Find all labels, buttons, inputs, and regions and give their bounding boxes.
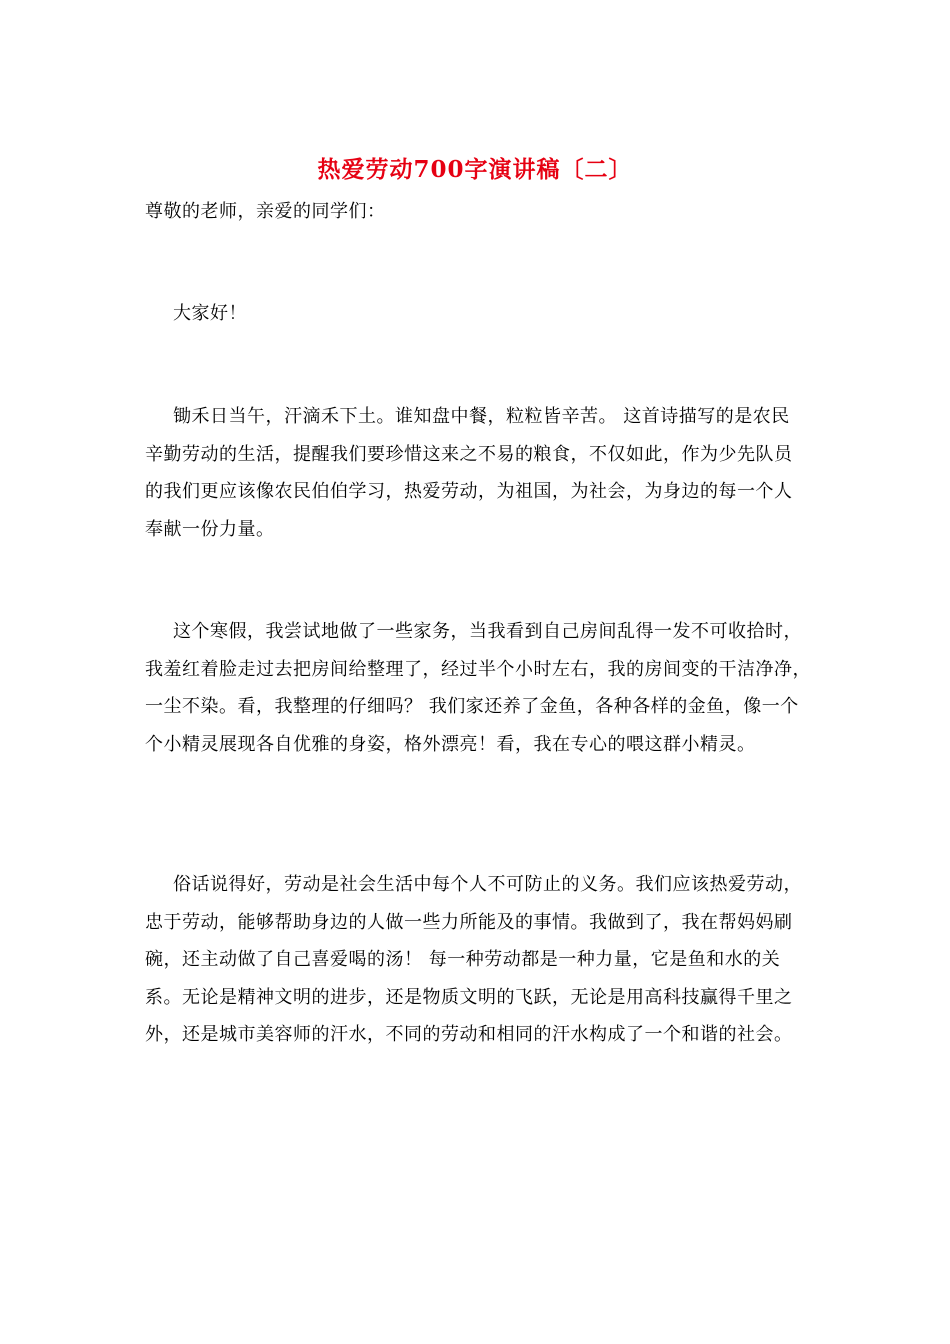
paragraph-hello: 大家好！ [173,303,247,324]
greeting-line: 尊敬的老师，亲爱的同学们： [145,201,386,222]
paragraph-winter-break: 这个寒假，我尝试地做了一些家务，当我看到自己房间乱得一发不可收拾时，我羞红着脸走过去把房间给整理了，经过半个小时左右，我的房间变的干洁净净，一尘不染。看，我整理的仔细吗？ 我们家还养了金鱼，各种各样的金鱼，像一个个小精灵展现各自优雅的身姿，格外漂亮！看，我在专心的喂这群小精灵。 [145,621,811,755]
paragraph-labor-duty: 俗话说得好，劳动是社会生活中每个人不可防止的义务。我们应该热爱劳动，忠于劳动，能够帮助身边的人做一些力所能及的事情。我做到了，我在帮妈妈刷碗，还主动做了自己喜爱喝的汤！ 每一种劳动都是一种力量，它是鱼和水的关系。无论是精神文明的进步，还是物质文明的飞跃，无论是用高科技赢得千里之外，还是城市美容师的汗水，不同的劳动和相同的汗水构成了一个和谐的社会。 [145,874,802,1045]
paragraph-poem: 锄禾日当午，汗滴禾下土。谁知盘中餐，粒粒皆辛苦。 这首诗描写的是农民辛勤劳动的生活，提醒我们要珍惜这来之不易的粮食，不仅如此，作为少先队员的我们更应该像农民伯伯学习，热爱劳动，为祖国，为社会，为身边的每一个人奉献一份力量。 [145,406,793,540]
document-title: 热爱劳动700字演讲稿〔二〕 [317,156,633,183]
